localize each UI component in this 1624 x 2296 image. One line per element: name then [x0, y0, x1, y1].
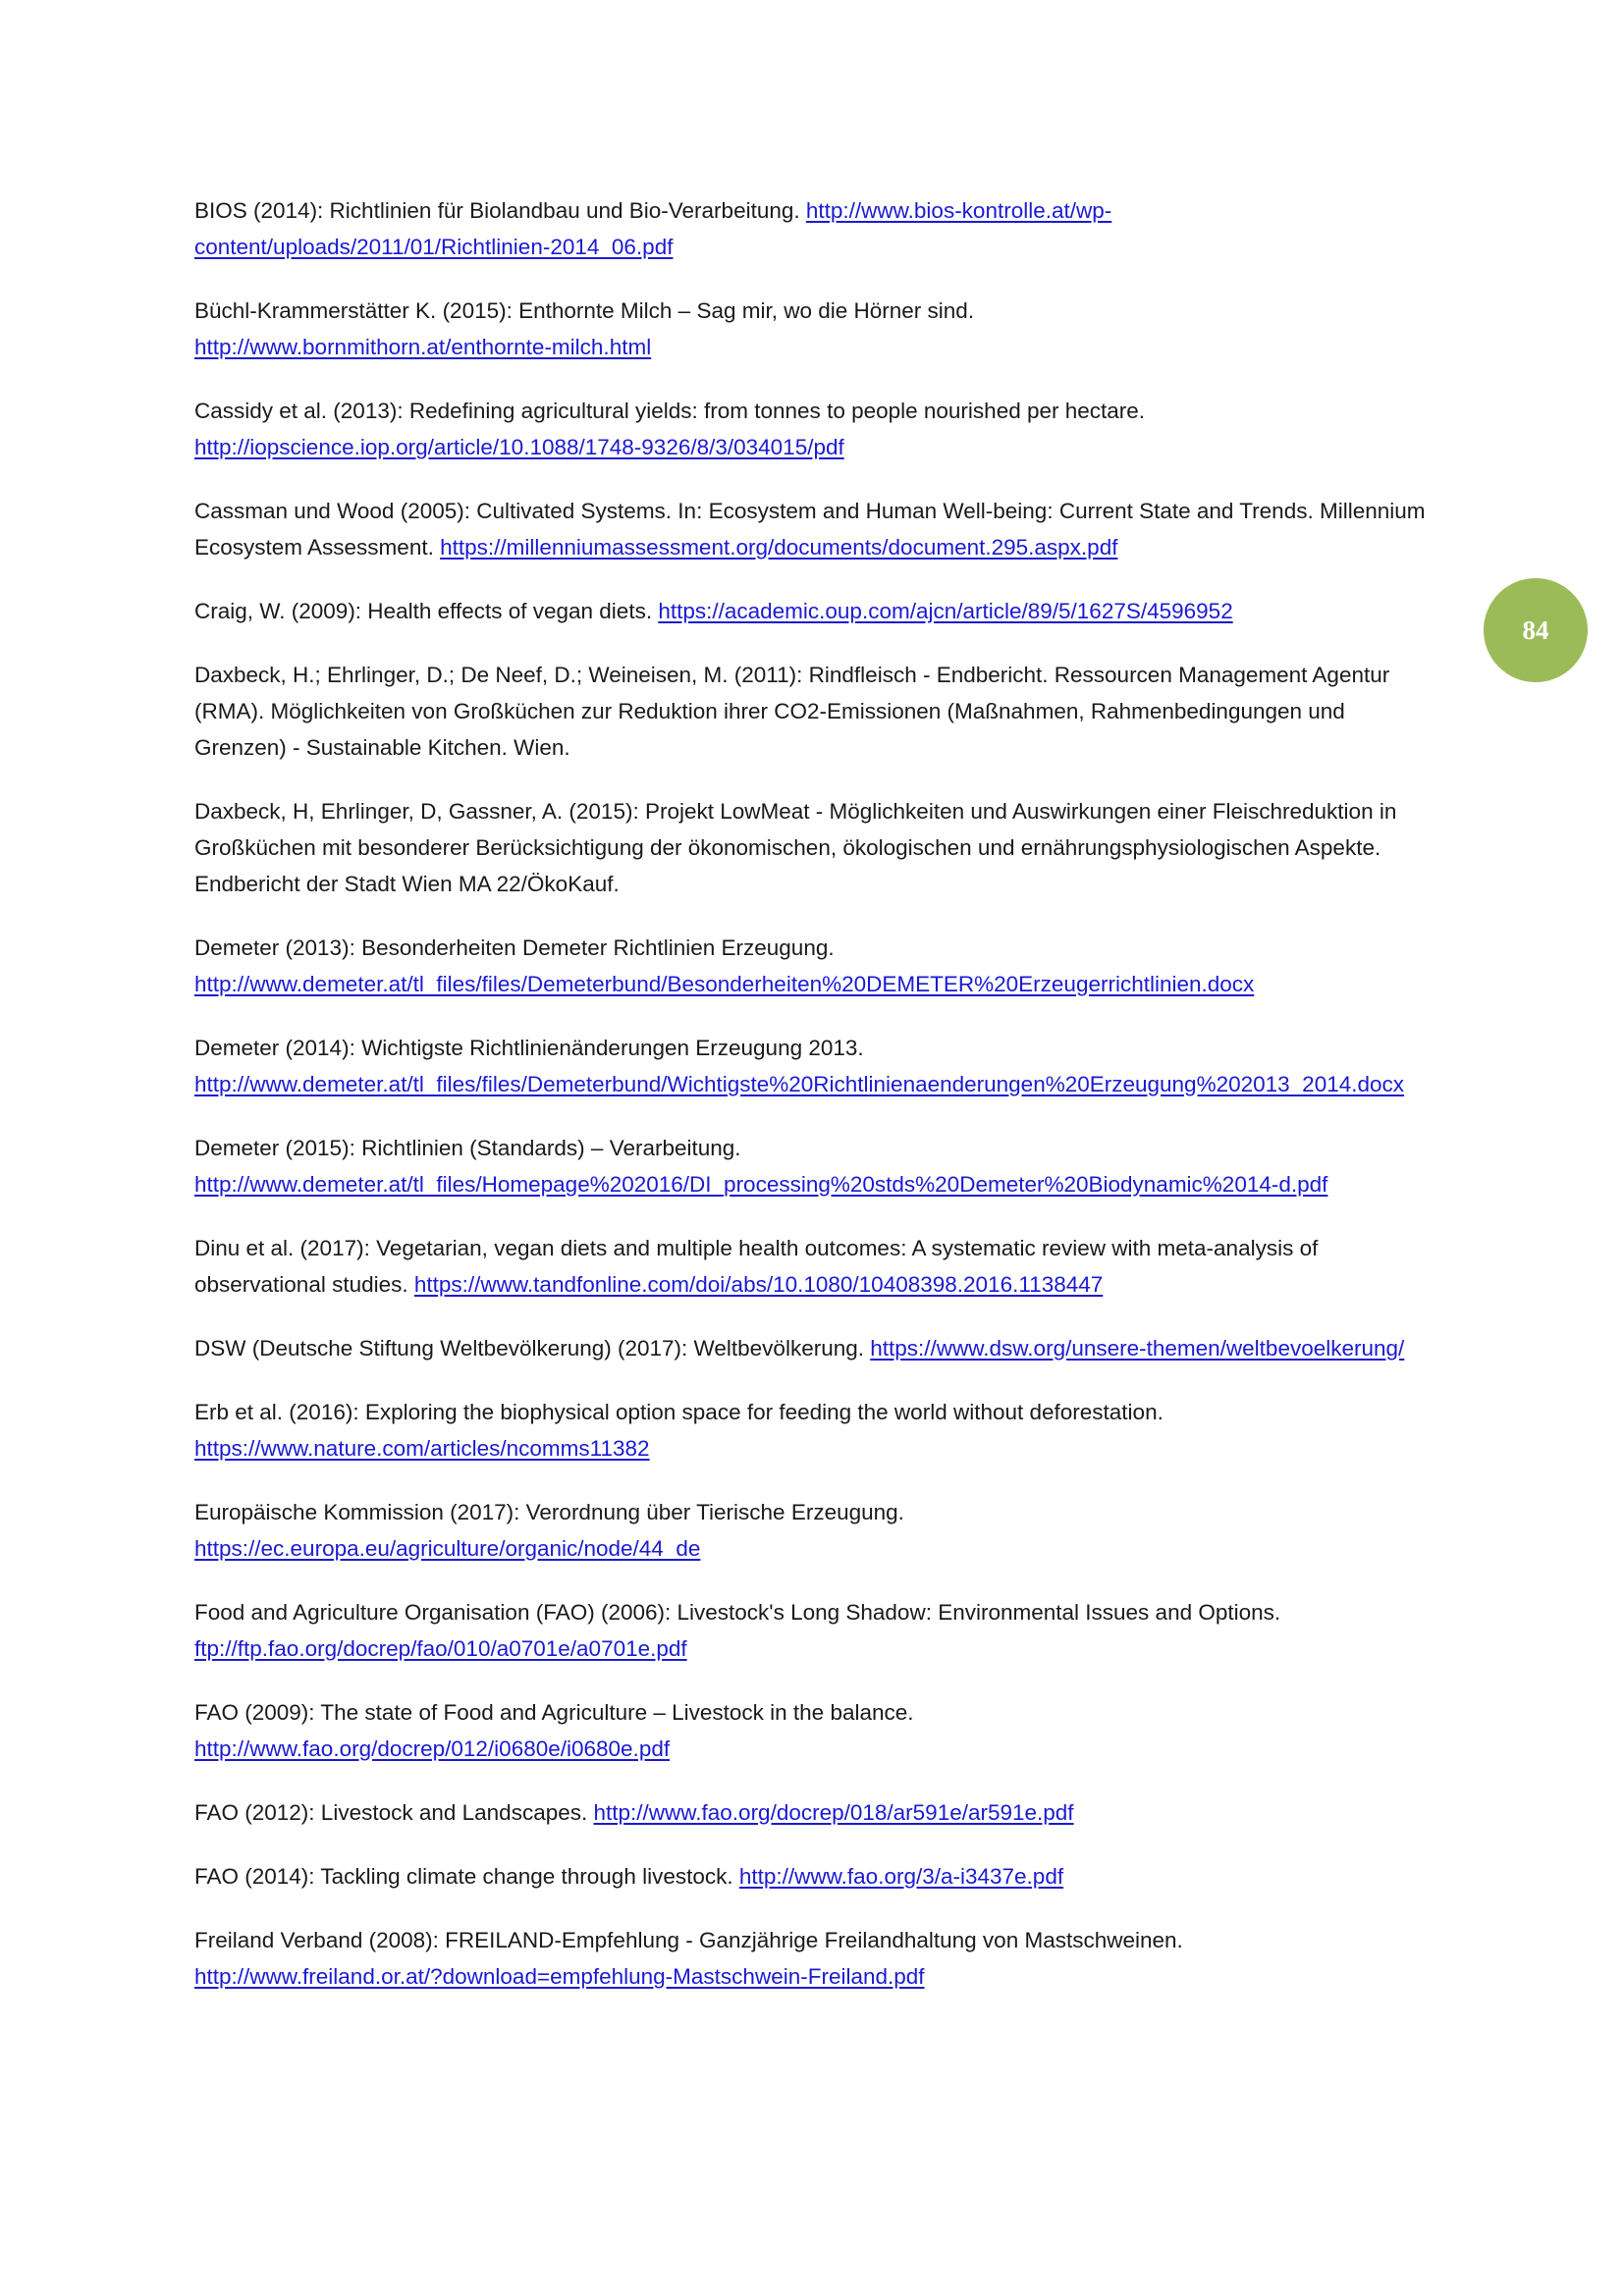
reference-text: Demeter (2014): Wichtigste Richtlinienänderungen Erzeugung 2013.: [194, 1036, 864, 1060]
reference-text: FAO (2009): The state of Food and Agriculture – Livestock in the balance.: [194, 1700, 914, 1725]
reference-text: DSW (Deutsche Stiftung Weltbevölkerung) (2017): Weltbevölkerung.: [194, 1336, 871, 1361]
reference-text: FAO (2012): Livestock and Landscapes.: [194, 1800, 594, 1825]
reference-text: Freiland Verband (2008): FREILAND-Empfehlung - Ganzjährige Freilandhaltung von Mastschweinen.: [194, 1928, 1183, 1952]
reference-entry-cassman-2005: [194, 493, 1436, 565]
reference-entry-demeter-2015: [194, 1130, 1436, 1202]
reference-link[interactable]: https://academic.oup.com/ajcn/article/89/5/1627S/4596952: [658, 599, 1233, 623]
reference-entry-daxbeck-2015: [194, 793, 1436, 902]
reference-entry-craig-2009: [194, 593, 1436, 629]
reference-link[interactable]: ftp://ftp.fao.org/docrep/fao/010/a0701e/a0701e.pdf: [194, 1636, 687, 1661]
reference-link[interactable]: http://www.demeter.at/tl_files/Homepage%202016/DI_processing%20stds%20Demeter%20Biodynamic%2014-d.pdf: [194, 1172, 1328, 1197]
reference-text: Cassidy et al. (2013): Redefining agricultural yields: from tonnes to people nourished per hectare.: [194, 399, 1146, 423]
reference-entry-freiland-2008: [194, 1922, 1436, 1995]
reference-text: Demeter (2013): Besonderheiten Demeter Richtlinien Erzeugung.: [194, 935, 835, 960]
reference-link[interactable]: https://www.dsw.org/unsere-themen/weltbevoelkerung/: [870, 1336, 1405, 1361]
reference-text: Daxbeck, H.; Ehrlinger, D.; De Neef, D.; Weineisen, M. (2011): Rindfleisch - Endbericht. Ressourcen Management Agentur (RMA). Möglichkeiten von Großküchen zur Reduktion ihrer CO2-Emissionen (Maßnahmen, Rahmenbedingungen und Grenzen) - Sustainable Kitchen. Wien.: [194, 663, 1390, 760]
reference-entry-dsw-2017: [194, 1330, 1436, 1366]
reference-link[interactable]: https://millenniumassessment.org/documents/document.295.aspx.pdf: [440, 535, 1118, 560]
reference-entry-fao-2006: [194, 1594, 1436, 1667]
reference-link[interactable]: https://www.tandfonline.com/doi/abs/10.1080/10408398.2016.1138447: [413, 1272, 1104, 1297]
reference-entry-demeter-2013: [194, 930, 1436, 1002]
reference-link[interactable]: https://ec.europa.eu/agriculture/organic/node/44_de: [194, 1536, 701, 1561]
reference-link[interactable]: http://www.fao.org/3/a-i3437e.pdf: [738, 1864, 1064, 1889]
reference-text: Europäische Kommission (2017): Verordnung über Tierische Erzeugung.: [194, 1500, 904, 1524]
reference-entry-eu-kommission-2017: [194, 1494, 1436, 1567]
reference-text: Erb et al. (2016): Exploring the biophysical option space for feeding the world without deforestation.: [194, 1400, 1164, 1424]
reference-text: Daxbeck, H, Ehrlinger, D, Gassner, A. (2015): Projekt LowMeat - Möglichkeiten und Auswirkungen einer Fleischreduktion in Großküchen mit besonderer Berücksichtigung der ökonomischen, ökologischen und ernährungsphysiologischen Aspekte. Endbericht der Stadt Wien MA 22/ÖkoKauf.: [194, 799, 1397, 896]
reference-link[interactable]: https://www.nature.com/articles/ncomms11382: [194, 1436, 650, 1461]
reference-entry-cassidy-2013: [194, 393, 1436, 465]
reference-entry-daxbeck-2011: [194, 657, 1436, 766]
reference-link[interactable]: http://www.demeter.at/tl_files/files/Demeterbund/Wichtigste%20Richtlinienaenderungen%20Erzeugung%202013_2014.docx: [194, 1072, 1405, 1096]
reference-link[interactable]: http://www.demeter.at/tl_files/files/Demeterbund/Besonderheiten%20DEMETER%20Erzeugerrichtlinien.docx: [194, 972, 1255, 996]
page-number-badge: [1484, 578, 1588, 682]
reference-entry-dinu-2017: [194, 1230, 1436, 1303]
reference-text: Dinu et al. (2017): Vegetarian, vegan diets and multiple health outcomes: A systematic review with meta-analysis of observational studies.: [194, 1236, 1319, 1297]
reference-text: BIOS (2014): Richtlinien für Biolandbau und Bio-Verarbeitung.: [194, 198, 806, 223]
reference-entry-demeter-2014: [194, 1030, 1436, 1102]
reference-list: [194, 192, 1436, 2022]
reference-link[interactable]: http://www.freiland.or.at/?download=empfehlung-Mastschwein-Freiland.pdf: [194, 1964, 925, 1989]
reference-text: Demeter (2015): Richtlinien (Standards) – Verarbeitung.: [194, 1136, 741, 1160]
reference-link[interactable]: http://www.bornmithorn.at/enthornte-milch.html: [194, 335, 652, 359]
reference-entry-fao-2014: [194, 1858, 1436, 1895]
reference-text: FAO (2014): Tackling climate change through livestock.: [194, 1864, 739, 1889]
reference-link[interactable]: http://www.bios-kontrolle.at/wp-content/uploads/2011/01/Richtlinien-2014_06.pdf: [194, 198, 1112, 259]
reference-text: Büchl-Krammerstätter K. (2015): Enthornte Milch – Sag mir, wo die Hörner sind.: [194, 298, 975, 323]
reference-text: Cassman und Wood (2005): Cultivated Systems. In: Ecosystem and Human Well-being: Current State and Trends. Millennium Ecosystem Assessment.: [194, 499, 1426, 560]
reference-text: Food and Agriculture Organisation (FAO) (2006): Livestock's Long Shadow: Environmental Issues and Options.: [194, 1600, 1281, 1625]
reference-entry-fao-2009: [194, 1694, 1436, 1767]
reference-entry-buechl-2015: [194, 293, 1436, 365]
reference-entry-erb-2016: [194, 1394, 1436, 1467]
reference-text: Craig, W. (2009): Health effects of vegan diets.: [194, 599, 659, 623]
reference-link[interactable]: http://iopscience.iop.org/article/10.1088/1748-9326/8/3/034015/pdf: [194, 435, 844, 459]
reference-entry-bios-2014: [194, 192, 1436, 265]
reference-link[interactable]: http://www.fao.org/docrep/018/ar591e/ar591e.pdf: [593, 1800, 1074, 1825]
reference-link[interactable]: http://www.fao.org/docrep/012/i0680e/i0680e.pdf: [194, 1736, 671, 1761]
reference-entry-fao-2012: [194, 1794, 1436, 1831]
page-number: 84: [1522, 614, 1549, 645]
